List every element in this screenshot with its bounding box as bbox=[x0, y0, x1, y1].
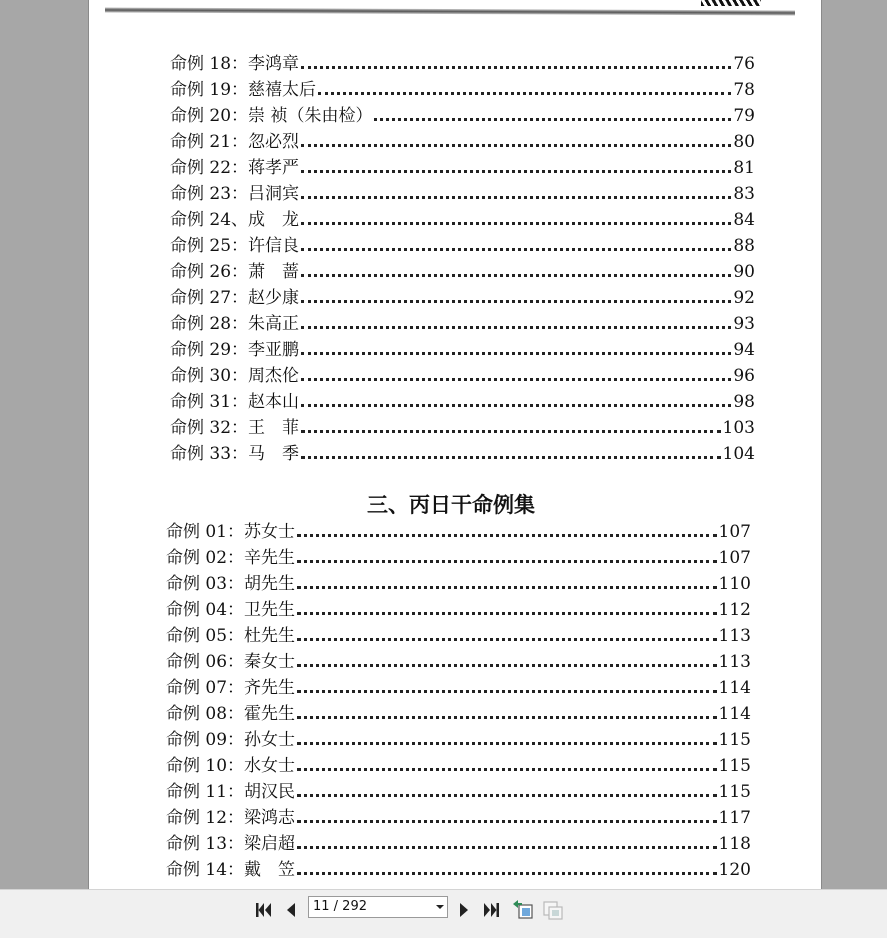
toc-entry bbox=[170, 386, 755, 412]
toc-entry-label: 命例 32：王 菲 bbox=[170, 418, 300, 438]
page-indicator: 11 / 292 bbox=[313, 899, 367, 914]
toc-entry-page: 112 bbox=[718, 600, 751, 620]
toc-entry-page: 80 bbox=[733, 132, 755, 152]
toc-entry-label: 命例 30：周杰伦 bbox=[170, 366, 300, 386]
toc-entry-page: 118 bbox=[718, 834, 751, 854]
next-page-icon[interactable] bbox=[451, 897, 477, 923]
toc-entry-label: 命例 12：梁鸿志 bbox=[166, 808, 296, 828]
toc-entry-page: 88 bbox=[733, 236, 755, 256]
dot-leader bbox=[374, 118, 731, 121]
toc-entry-page: 79 bbox=[733, 106, 755, 126]
toc-entry bbox=[166, 854, 751, 880]
toc-entry bbox=[166, 646, 751, 672]
toc-entry-label: 命例 18：李鸿章 bbox=[170, 54, 300, 74]
toc-entry bbox=[166, 620, 751, 646]
toc-entry bbox=[166, 542, 751, 568]
dot-leader bbox=[301, 222, 731, 225]
toc-entry-page: 115 bbox=[718, 730, 751, 750]
toc-entry-label: 命例 31：赵本山 bbox=[170, 392, 300, 412]
toc-entry bbox=[170, 126, 755, 152]
toc-entry-page: 110 bbox=[718, 574, 751, 594]
dot-leader bbox=[301, 352, 731, 355]
toc-entry bbox=[170, 74, 755, 100]
dot-leader bbox=[301, 248, 731, 251]
toc-entry bbox=[170, 100, 755, 126]
dot-leader bbox=[297, 560, 717, 563]
toc-entry bbox=[170, 256, 755, 282]
toc-entry-page: 104 bbox=[722, 444, 755, 464]
dot-leader bbox=[301, 404, 731, 407]
toc-entry-page: 81 bbox=[733, 158, 755, 178]
prev-page-icon[interactable] bbox=[278, 897, 304, 923]
document-page bbox=[88, 0, 822, 889]
toc-entry-page: 94 bbox=[733, 340, 755, 360]
toc-entry bbox=[166, 594, 751, 620]
dot-leader bbox=[297, 742, 717, 745]
page-nav-back-icon[interactable] bbox=[510, 897, 536, 923]
dot-leader bbox=[301, 144, 731, 147]
toc-entry bbox=[166, 698, 751, 724]
toc-entry-label: 命例 19：慈禧太后 bbox=[170, 80, 317, 100]
toc-entry bbox=[166, 828, 751, 854]
toc-entry bbox=[170, 438, 755, 464]
toc-entry-page: 114 bbox=[718, 704, 751, 724]
toc-entry-label: 命例 20：崇 祯（朱由检） bbox=[170, 106, 373, 126]
toc-entry-page: 84 bbox=[733, 210, 755, 230]
header-decoration bbox=[701, 0, 761, 6]
toc-entry-label: 命例 29：李亚鹏 bbox=[170, 340, 300, 360]
toc-entry-label: 命例 01：苏女士 bbox=[166, 522, 296, 542]
toc-entry-page: 107 bbox=[718, 522, 751, 542]
toc-entry-label: 命例 25：许信良 bbox=[170, 236, 300, 256]
toc-entry bbox=[170, 204, 755, 230]
toc-entry-label: 命例 24、成 龙 bbox=[170, 210, 300, 230]
toc-entry-page: 120 bbox=[718, 860, 751, 880]
dot-leader bbox=[318, 92, 731, 95]
toc-entry bbox=[166, 568, 751, 594]
toc-entry-page: 98 bbox=[733, 392, 755, 412]
toc-entry-label: 命例 28：朱高正 bbox=[170, 314, 300, 334]
dot-leader bbox=[297, 638, 717, 641]
toc-entry-label: 命例 03：胡先生 bbox=[166, 574, 296, 594]
toc-entry-page: 83 bbox=[733, 184, 755, 204]
section-title: 三、丙日干命例集 bbox=[367, 493, 535, 517]
toc-entry-label: 命例 07：齐先生 bbox=[166, 678, 296, 698]
toc-entry bbox=[166, 750, 751, 776]
toc-entry bbox=[166, 802, 751, 828]
dot-leader bbox=[301, 66, 731, 69]
toc-entry-page: 90 bbox=[733, 262, 755, 282]
dot-leader bbox=[297, 612, 717, 615]
toc-entry-label: 命例 04：卫先生 bbox=[166, 600, 296, 620]
dot-leader bbox=[297, 820, 717, 823]
toc-entry bbox=[170, 152, 755, 178]
toc-entry bbox=[170, 48, 755, 74]
toc-entry-label: 命例 23：吕洞宾 bbox=[170, 184, 300, 204]
toc-entry bbox=[170, 412, 755, 438]
dot-leader bbox=[301, 274, 731, 277]
dot-leader bbox=[301, 300, 731, 303]
dot-leader bbox=[301, 326, 731, 329]
toc-entry-page: 76 bbox=[733, 54, 755, 74]
toc-entry bbox=[166, 516, 751, 542]
dot-leader bbox=[301, 378, 731, 381]
toc-entry-page: 103 bbox=[722, 418, 755, 438]
toc-entry-page: 107 bbox=[718, 548, 751, 568]
toc-entry-page: 117 bbox=[718, 808, 751, 828]
toc-entry-label: 命例 11：胡汉民 bbox=[166, 782, 296, 802]
dot-leader bbox=[301, 456, 721, 459]
toc-entry bbox=[170, 230, 755, 256]
toc-entry bbox=[170, 282, 755, 308]
toc-entry bbox=[166, 776, 751, 802]
toc-entry-page: 92 bbox=[733, 288, 755, 308]
header-rule bbox=[105, 7, 795, 15]
dot-leader bbox=[297, 872, 717, 875]
dot-leader bbox=[297, 664, 717, 667]
chevron-down-icon bbox=[436, 905, 444, 909]
first-page-icon[interactable] bbox=[250, 897, 276, 923]
toc-entry-label: 命例 21：忽必烈 bbox=[170, 132, 300, 152]
toc-entry-page: 113 bbox=[718, 652, 751, 672]
toc-entry bbox=[170, 334, 755, 360]
toc-entry-label: 命例 13：梁启超 bbox=[166, 834, 296, 854]
dot-leader bbox=[297, 768, 717, 771]
toc-entry bbox=[170, 178, 755, 204]
dot-leader bbox=[301, 430, 721, 433]
dot-leader bbox=[297, 534, 717, 537]
toc-entry-page: 115 bbox=[718, 782, 751, 802]
toc-entry-label: 命例 05：杜先生 bbox=[166, 626, 296, 646]
pdf-toolbar bbox=[0, 889, 887, 938]
toc-entry-label: 命例 08：霍先生 bbox=[166, 704, 296, 724]
toc-entry-label: 命例 26：萧 蔷 bbox=[170, 262, 300, 282]
last-page-icon[interactable] bbox=[479, 897, 505, 923]
toc-entry bbox=[166, 724, 751, 750]
dot-leader bbox=[297, 716, 717, 719]
toc-entry-label: 命例 10：水女士 bbox=[166, 756, 296, 776]
toc-entry-page: 113 bbox=[718, 626, 751, 646]
toc-entry-page: 96 bbox=[733, 366, 755, 386]
toc-entry-page: 93 bbox=[733, 314, 755, 334]
toc-entry-label: 命例 27：赵少康 bbox=[170, 288, 300, 308]
dot-leader bbox=[297, 586, 717, 589]
dot-leader bbox=[301, 170, 731, 173]
toc-entry-label: 命例 06：秦女士 bbox=[166, 652, 296, 672]
toc-entry bbox=[170, 360, 755, 386]
toc-entry-label: 命例 14：戴 笠 bbox=[166, 860, 296, 880]
toc-entry bbox=[170, 308, 755, 334]
toc-entry-page: 114 bbox=[718, 678, 751, 698]
toc-entry bbox=[166, 672, 751, 698]
dot-leader bbox=[297, 846, 717, 849]
page-nav-forward-icon[interactable] bbox=[540, 897, 566, 923]
toc-entry-label: 命例 02：辛先生 bbox=[166, 548, 296, 568]
dot-leader bbox=[301, 196, 731, 199]
dot-leader bbox=[297, 690, 717, 693]
dot-leader bbox=[297, 794, 717, 797]
toc-entry-label: 命例 22：蒋孝严 bbox=[170, 158, 300, 178]
toc-entry-label: 命例 33：马 季 bbox=[170, 444, 300, 464]
page-selector[interactable] bbox=[308, 896, 448, 918]
toc-entry-page: 78 bbox=[733, 80, 755, 100]
toc-entry-label: 命例 09：孙女士 bbox=[166, 730, 296, 750]
toc-entry-page: 115 bbox=[718, 756, 751, 776]
